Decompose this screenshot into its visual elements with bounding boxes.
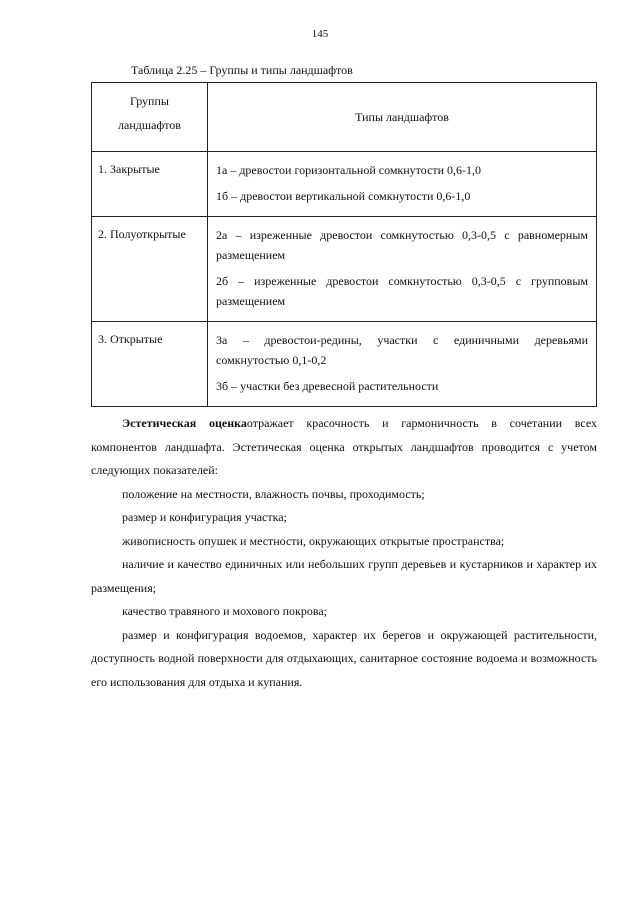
term-bold: Эстетическая оценка	[122, 416, 247, 430]
table-header-row	[92, 83, 597, 152]
group-cell: 3. Открытые	[92, 322, 208, 407]
type-item: 3б – участки без древесной растительности	[216, 379, 439, 393]
types-cell	[208, 152, 597, 217]
type-item: 1б – древостои вертикальной сомкнутости 0,6-1,0	[216, 189, 471, 203]
types-cell	[208, 217, 597, 322]
body-text	[91, 412, 597, 694]
intro-text: отражает красочность и гармоничность в сочетании всех компонентов ландшафта. Эстетическая оценка открытых ландшафтов проводится с учетом следующих показателей:	[91, 416, 598, 477]
table-row	[92, 217, 597, 322]
group-cell: 1. Закрытые	[92, 152, 208, 217]
intro-paragraph	[91, 412, 597, 483]
list-item: положение на местности, влажность почвы, проходимость;	[122, 486, 425, 501]
table-row	[92, 152, 597, 217]
type-item: 1а – древостои горизонтальной сомкнутости 0,6-1,0	[216, 163, 482, 177]
header-groups-cell	[92, 83, 208, 152]
list-item: живописность опушек и местности, окружающих открытые пространства;	[122, 533, 505, 548]
table-caption: Таблица 2.25 – Группы и типы ландшафтов	[131, 63, 353, 77]
group-cell: 2. Полуоткрытые	[92, 217, 208, 322]
types-cell	[208, 322, 597, 407]
header-groups-line1: Группы	[130, 94, 169, 108]
header-types-label: Типы ландшафтов	[355, 110, 449, 124]
list-item: размер и конфигурация участка;	[122, 510, 287, 524]
page-number: 145	[311, 28, 329, 40]
list-item: размер и конфигурация водоемов, характер их берегов и окружающей растительности, доступность водной поверхности для отдыхающих, санитарное состояние водоема и возможность его использования для отдыха и купания.	[91, 627, 597, 689]
table-row	[92, 322, 597, 407]
type-item: 2б – изреженные древостои сомкнутостью 0,3-0,5 с групповым размещением	[216, 274, 588, 308]
list-item: качество травяного и мохового покрова;	[122, 604, 327, 618]
type-item: 3а – древостои-редины, участки с единичными деревьями сомкнутостью 0,1-0,2	[216, 333, 588, 367]
landscape-types-table	[91, 82, 597, 407]
list-item: наличие и качество единичных или небольших групп деревьев и кустарников и характер их размещения;	[91, 557, 597, 595]
header-types-cell	[208, 83, 597, 152]
type-item: 2а – изреженные древостои сомкнутостью 0,3-0,5 с равномерным размещением	[216, 228, 588, 262]
header-groups-line2: ландшафтов	[118, 118, 181, 132]
